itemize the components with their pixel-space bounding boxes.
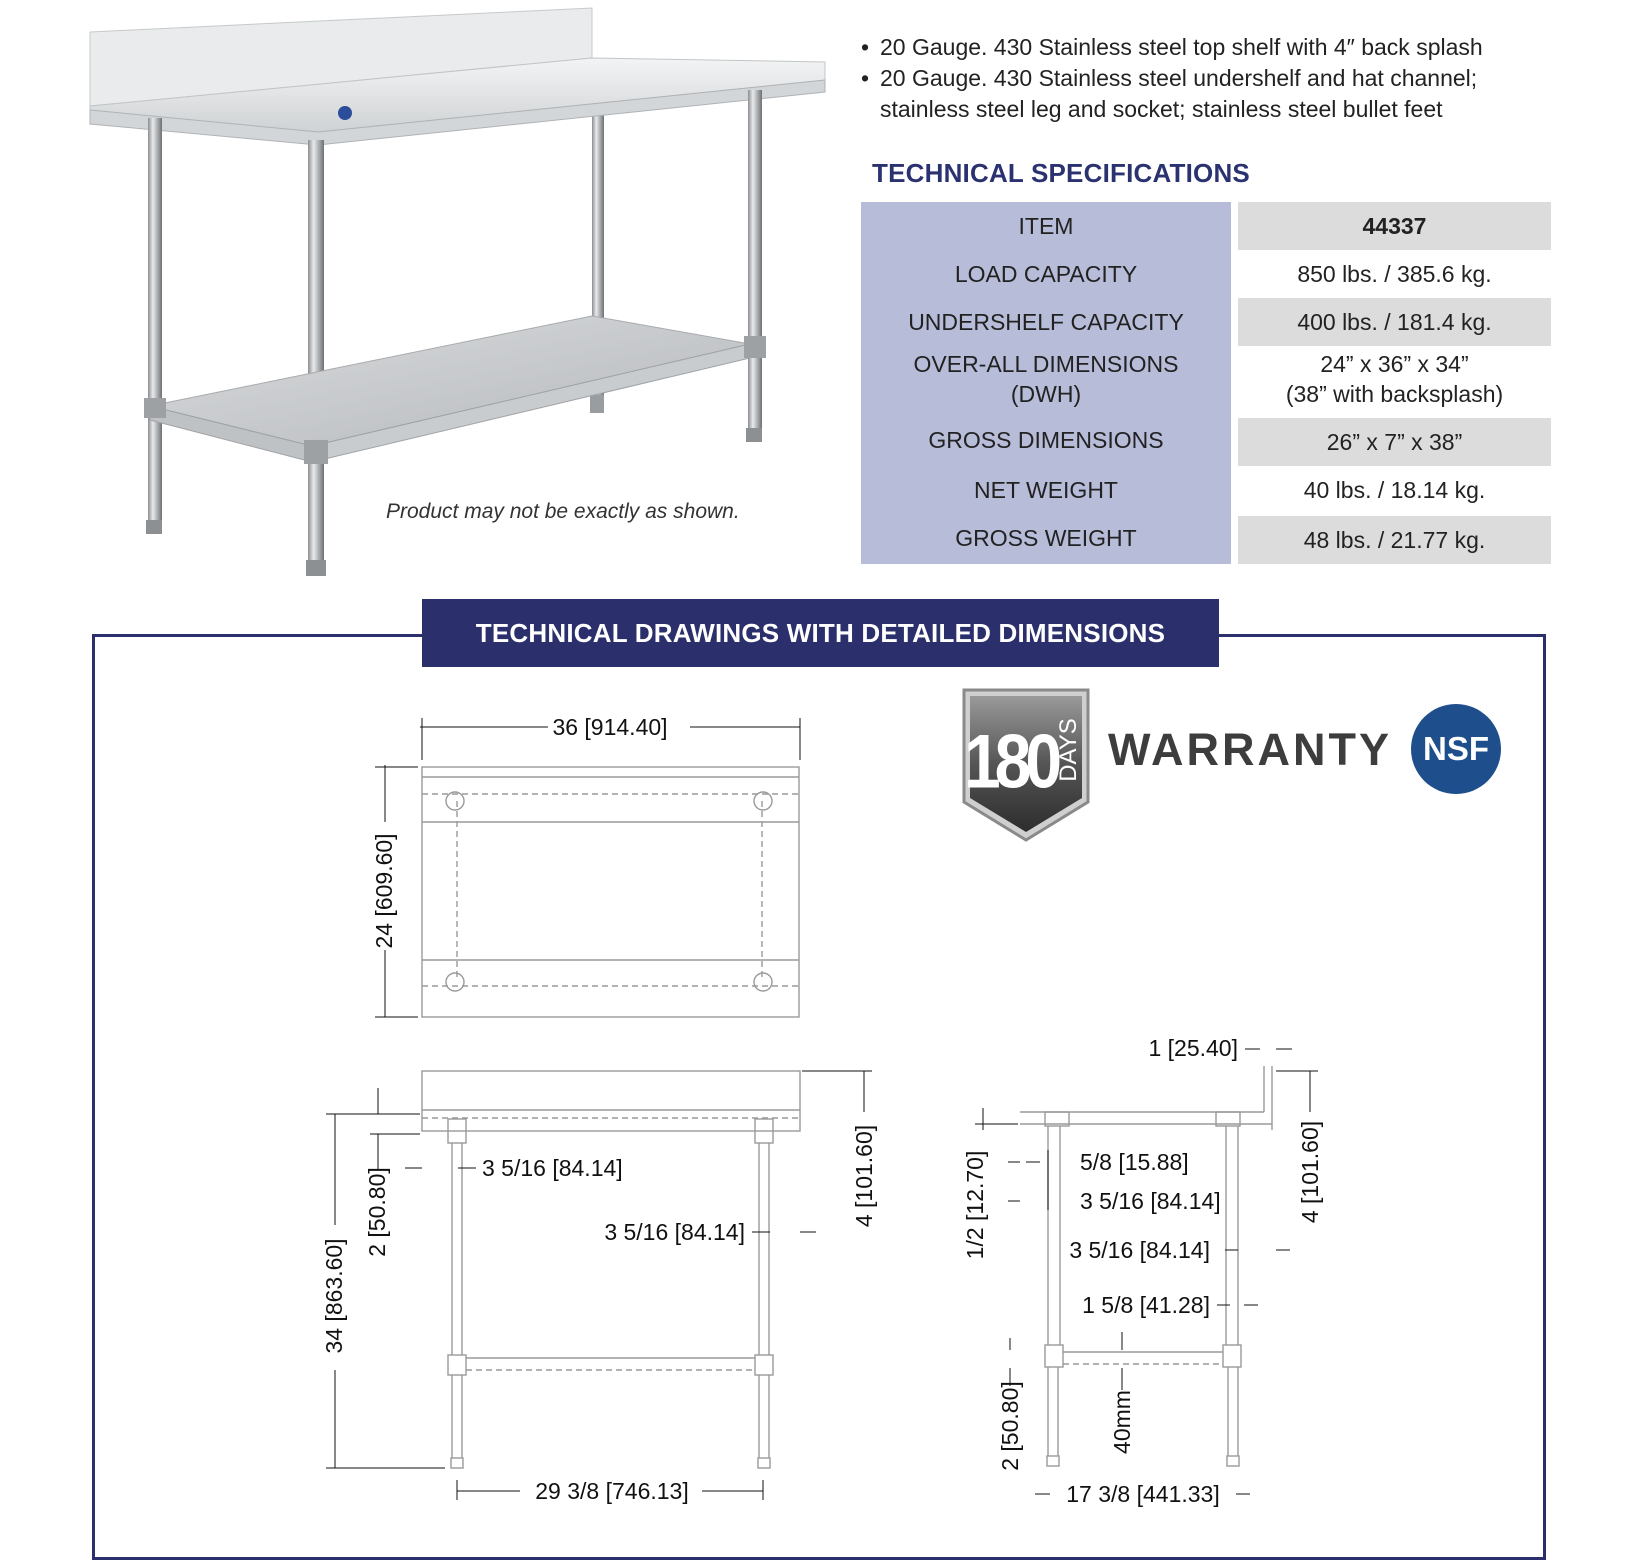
spec-value-line: (38” with backsplash) [1285,381,1504,407]
feature-item: • 20 Gauge. 430 Stainless steel undershelf and hat channel; [858,63,1618,94]
dim-front-leg-inset-right: 3 5/16 [84.14] [604,1219,745,1245]
drawings-banner: TECHNICAL DRAWINGS WITH DETAILED DIMENSIONS [422,599,1219,667]
dim-top-depth: 24 [609.60] [371,833,397,949]
spec-value: 850 lbs. / 385.6 kg. [1297,261,1492,287]
dim-front-backsplash: 4 [101.60] [851,1124,877,1228]
nsf-logo-text: NSF [1423,730,1489,767]
spec-value: 48 lbs. / 21.77 kg. [1303,527,1486,553]
dim-side-inset-b: 3 5/16 [84.14] [1069,1237,1210,1263]
dim-side-top-thickness: 1/2 [12.70] [962,1150,988,1260]
spec-label: LOAD CAPACITY [954,261,1138,287]
dim-side-foot: 2 [50.80] [997,1381,1023,1471]
photo-caption: Product may not be exactly as shown. [386,500,740,523]
dim-front-top-offset: 2 [50.80] [364,1167,390,1257]
spec-value: 26” x 7” x 38” [1326,429,1463,455]
spec-label: GROSS WEIGHT [955,525,1137,551]
dim-side-edge: 5/8 [15.88] [1080,1149,1189,1175]
feature-item-continuation: stainless steel leg and socket; stainless steel bullet feet [880,96,1443,122]
dim-side-shelf-height: 40mm [1109,1390,1135,1454]
spec-label: GROSS DIMENSIONS [928,427,1164,453]
spec-label-line: OVER-ALL DIMENSIONS [913,351,1179,377]
spec-label: UNDERSHELF CAPACITY [908,309,1184,335]
dim-side-splash-thickness: 1 [25.40] [1148,1035,1238,1061]
dim-front-height: 34 [863.60] [321,1238,347,1354]
dim-side-inset-a: 3 5/16 [84.14] [1080,1188,1221,1214]
warranty-number: 180 [963,720,1057,805]
specs-heading: TECHNICAL SPECIFICATIONS [872,158,1250,188]
dim-side-channel: 1 5/8 [41.28] [1082,1292,1210,1318]
dim-front-leg-span: 29 3/8 [746.13] [535,1478,689,1504]
feature-item: • 20 Gauge. 430 Stainless steel top shelf with 4″ back splash [858,32,1618,63]
spec-label-line: (DWH) [1010,381,1082,407]
dim-side-leg-span: 17 3/8 [441.33] [1066,1481,1220,1507]
dim-front-leg-inset-left: 3 5/16 [84.14] [482,1155,623,1181]
spec-label: ITEM [1018,213,1074,239]
dim-top-width: 36 [914.40] [552,714,668,740]
spec-value-line: 24” x 36” x 34” [1320,351,1469,377]
warranty-unit: DAYS [1055,718,1082,782]
spec-value-item: 44337 [1362,213,1427,239]
spec-value: 400 lbs. / 181.4 kg. [1297,309,1492,335]
spec-label: NET WEIGHT [974,477,1118,503]
spec-value: 40 lbs. / 18.14 kg. [1303,477,1486,503]
warranty-word: WARRANTY [1108,724,1392,775]
dim-side-backsplash: 4 [101.60] [1297,1120,1323,1224]
